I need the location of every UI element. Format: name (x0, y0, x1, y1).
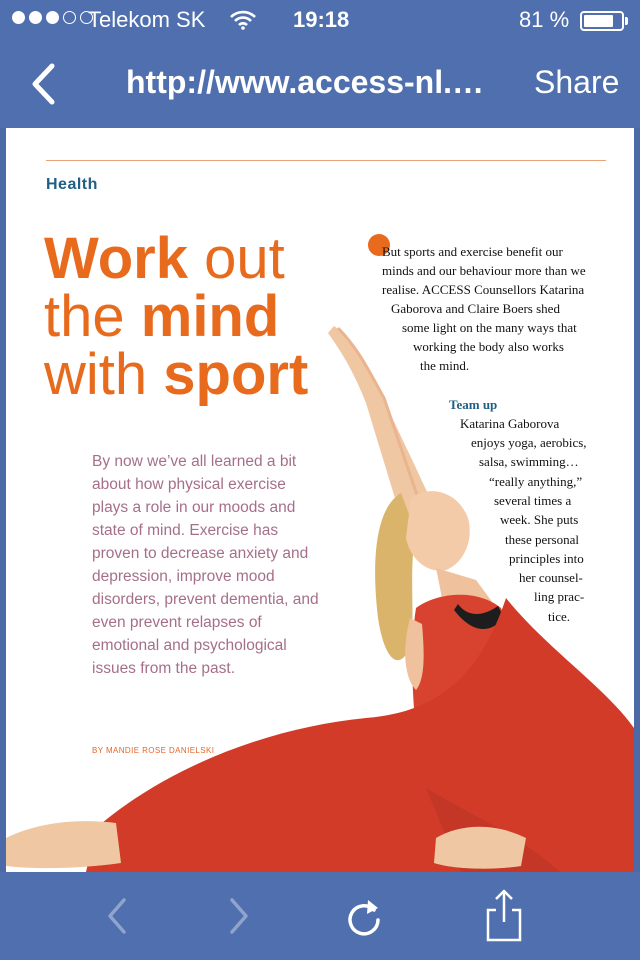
lede-line: the mind. (420, 358, 470, 373)
title-mind: mind (140, 284, 280, 349)
share-button[interactable]: Share (534, 64, 620, 100)
team-line: several times a (494, 493, 572, 508)
browser-toolbar (0, 872, 640, 960)
signal-dots-icon (12, 11, 93, 24)
lede-line: But sports and exercise benefit our (382, 244, 563, 259)
section-label: Health (46, 176, 98, 193)
team-line: “really anything,” (489, 474, 583, 489)
share-icon[interactable] (474, 886, 534, 946)
lede-line: minds and our behaviour more than we (382, 263, 586, 278)
url-field[interactable]: http://www.access-nl.… (126, 64, 484, 100)
header-rule (46, 160, 606, 161)
intro-paragraph: By now we’ve all learned a bit about how physical exercise plays a role in our moods and state of mind. Exercise has proven to decrease anxiety and depression, improve mood disorders, prevent dementia, and even prevent relapses of emotional and psychological issues from the past. (92, 453, 319, 677)
back-arrow-icon[interactable] (88, 886, 148, 946)
battery-percent: 81 % (519, 7, 570, 32)
team-line: salsa, swimming… (479, 454, 579, 469)
lede-paragraph (382, 242, 610, 375)
article-page (6, 128, 634, 872)
team-line: these personal (505, 532, 580, 547)
team-line: principles into (509, 551, 584, 566)
article-title (44, 226, 374, 407)
title-out: out (187, 226, 285, 291)
lede-line: working the body also works (413, 339, 564, 354)
battery-tip (625, 17, 628, 25)
wifi-icon (230, 10, 256, 30)
team-line: enjoys yoga, aerobics, (471, 435, 587, 450)
team-line: Katarina Gaborova (460, 416, 560, 431)
title-with: with (44, 342, 164, 407)
status-bar (0, 0, 640, 40)
forward-arrow-icon[interactable] (208, 886, 268, 946)
byline: BY MANDIE ROSE DANIELSKI (92, 746, 215, 755)
team-line: week. She puts (500, 512, 579, 527)
lede-line: Gaborova and Claire Boers shed (391, 301, 560, 316)
team-line: her counsel- (519, 570, 583, 585)
lede-line: some light on the many ways that (402, 320, 577, 335)
team-line: ling prac- (534, 589, 585, 604)
lede-line: realise. ACCESS Counsellors Katarina (382, 282, 585, 297)
team-up-heading: Team up (449, 397, 498, 412)
browser-top-bar (0, 0, 640, 128)
battery-level-fill (584, 15, 613, 27)
reload-icon[interactable] (334, 886, 394, 946)
team-line: tice. (548, 609, 571, 624)
title-the: the (44, 284, 141, 349)
back-chevron-icon[interactable] (26, 62, 62, 106)
browser-nav-bar (0, 40, 640, 128)
carrier-name: Telekom SK (88, 7, 206, 32)
title-sport: sport (163, 342, 309, 407)
battery-icon (580, 11, 624, 31)
status-time: 19:18 (293, 7, 350, 32)
title-work: Work (44, 226, 188, 291)
